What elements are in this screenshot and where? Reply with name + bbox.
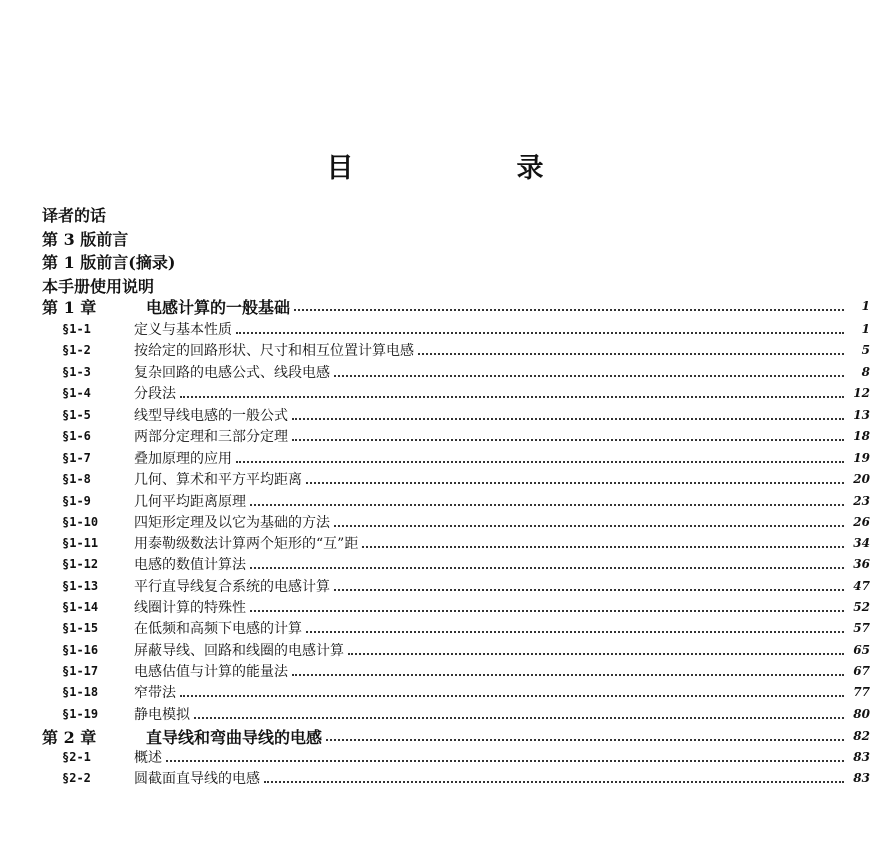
section-row [0,491,870,511]
section-title: 屏蔽导线、回路和线圈的电感计算 [134,643,344,659]
section-title: 定义与基本性质 [134,322,232,338]
section-number: §1-9 [62,494,91,508]
section-title: 叠加原理的应用 [134,451,232,467]
page-number: 23 [853,494,870,508]
page-number: 19 [853,451,870,465]
section-row [0,469,870,489]
dot-leader [292,439,844,441]
dot-leader [180,695,844,697]
section-title: 静电模拟 [134,707,190,723]
dot-leader [418,353,844,355]
section-number: §1-12 [62,557,99,571]
section-title: 在低频和高频下电感的计算 [134,621,302,637]
section-row [0,640,870,660]
section-title: 电感估值与计算的能量法 [134,664,288,680]
section-title: 平行直导线复合系统的电感计算 [134,579,330,595]
page-number: 77 [853,685,870,699]
page-number: 67 [853,664,870,678]
section-title: 分段法 [134,386,176,402]
section-title: 用泰勒级数法计算两个矩形的“互”距 [134,536,359,552]
section-title: 电感的数值计算法 [134,557,246,573]
dot-leader [334,375,844,377]
page-number: 8 [861,365,870,379]
section-number: §1-7 [62,451,91,465]
page-number: 36 [853,557,870,571]
section-number: §1-2 [62,343,91,357]
section-row [0,704,870,724]
page-number: 47 [853,579,870,593]
front-matter-item: 本手册使用说明 [42,277,155,296]
section-row [0,768,870,788]
dot-leader [194,717,844,719]
section-number: §1-18 [62,685,99,699]
section-title: 按给定的回路形状、尺寸和相互位置计算电感 [134,343,414,359]
section-row [0,682,870,702]
dot-leader [348,653,844,655]
front-matter-item: 第 1 版前言(摘录) [42,253,176,272]
dot-leader [334,525,844,527]
section-title: 复杂回路的电感公式、线段电感 [134,365,330,381]
page-number: 5 [861,343,870,357]
section-number: §2-1 [62,750,91,764]
section-number: §1-6 [62,429,91,443]
front-matter-item: 译者的话 [42,206,107,225]
page-number: 52 [853,600,870,614]
section-row [0,405,870,425]
page-number: 1 [861,322,870,336]
section-number: §2-2 [62,771,91,785]
page-number: 12 [853,386,870,400]
section-row [0,448,870,468]
section-number: §1-13 [62,579,99,593]
dot-leader [292,418,844,420]
page-number: 20 [853,472,870,486]
page-number: 1 [861,299,870,313]
section-row [0,383,870,403]
section-row [0,340,870,360]
section-title: 概述 [134,750,162,766]
dot-leader [250,567,844,569]
section-title: 四矩形定理及以它为基础的方法 [134,515,330,531]
section-number: §1-10 [62,515,99,529]
page-number: 18 [853,429,870,443]
section-row [0,661,870,681]
section-row [0,533,870,553]
section-number: §1-16 [62,643,99,657]
chapter-title: 直导线和弯曲导线的电感 [146,727,323,747]
dot-leader [166,760,844,762]
section-number: §1-15 [62,621,99,635]
dot-leader [250,610,844,612]
dot-leader [306,482,844,484]
dot-leader [362,546,844,548]
section-number: §1-19 [62,707,99,721]
dot-leader [236,332,844,334]
section-title: 窄带法 [134,685,176,701]
section-row [0,747,870,767]
section-number: §1-8 [62,472,91,486]
section-title: 几何平均距离原理 [134,494,246,510]
section-row [0,426,870,446]
page-number: 83 [853,750,870,764]
chapter-number: 第 1 章 [42,297,97,317]
dot-leader [326,739,844,741]
dot-leader [180,396,844,398]
dot-leader [264,781,844,783]
dot-leader [236,461,844,463]
section-row [0,319,870,339]
page-number: 83 [853,771,870,785]
page-number: 65 [853,643,870,657]
section-number: §1-11 [62,536,99,550]
section-title: 两部分定理和三部分定理 [134,429,288,445]
section-row [0,512,870,532]
dot-leader [250,504,844,506]
dot-leader [292,674,844,676]
section-number: §1-14 [62,600,99,614]
page-number: 82 [853,729,870,743]
dot-leader [306,631,844,633]
page-number: 26 [853,515,870,529]
page-title: 目 录 [326,153,612,184]
section-title: 圆截面直导线的电感 [134,771,260,787]
chapter-number: 第 2 章 [42,727,97,747]
section-row [0,597,870,617]
page-number: 80 [853,707,870,721]
page-number: 34 [853,536,870,550]
section-number: §1-1 [62,322,91,336]
section-row [0,362,870,382]
section-title: 线型导线电感的一般公式 [134,408,288,424]
front-matter-item: 第 3 版前言 [42,230,129,249]
section-title: 几何、算术和平方平均距离 [134,472,302,488]
section-row [0,618,870,638]
section-number: §1-5 [62,408,91,422]
section-title: 线圈计算的特殊性 [134,600,246,616]
dot-leader [294,309,844,311]
section-row [0,576,870,596]
page-number: 57 [853,621,870,635]
chapter-title: 电感计算的一般基础 [146,297,291,317]
section-number: §1-4 [62,386,91,400]
chapter-row [0,726,870,746]
section-number: §1-17 [62,664,99,678]
page-number: 13 [853,408,870,422]
section-row [0,554,870,574]
chapter-row [0,296,870,316]
dot-leader [334,589,844,591]
section-number: §1-3 [62,365,91,379]
